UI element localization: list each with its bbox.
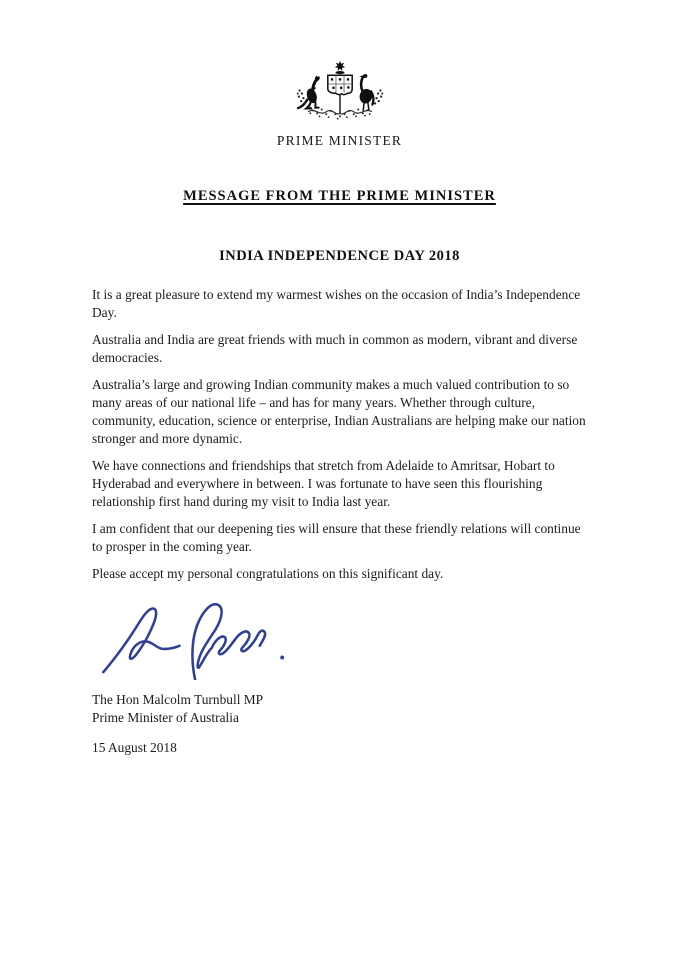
message-heading: MESSAGE FROM THE PRIME MINISTER: [183, 188, 496, 204]
letter-paragraph: It is a great pleasure to extend my warmest wishes on the occasion of India’s Independence Day.: [92, 287, 581, 320]
letter-date: 15 August 2018: [92, 740, 177, 755]
letter-body: [92, 286, 586, 583]
subject-heading: INDIA INDEPENDENCE DAY 2018: [219, 248, 460, 264]
signatory-name: The Hon Malcolm Turnbull MP: [92, 692, 264, 707]
emu-icon: [358, 74, 373, 110]
letter-paragraph: We have connections and friendships that stretch from Adelaide to Amritsar, Hobart to Hyderabad and everywhere in between. I was fortunate to have seen this flourishing relationship first hand during my visit to India last year.: [92, 458, 555, 509]
signoff-block: [92, 691, 586, 727]
letter-paragraph: Please accept my personal congratulations on this significant day.: [92, 566, 444, 581]
letter-paragraph: I am confident that our deepening ties will ensure that these friendly relations will continue to prosper in the coming year.: [92, 521, 581, 554]
signature-icon: [98, 592, 308, 680]
letter-paragraph: Australia and India are great friends with much in common as modern, vibrant and diverse democracies.: [92, 332, 578, 365]
letterhead: [0, 0, 679, 149]
letter-paragraph: Australia’s large and growing Indian community makes a much valued contribution to so many areas of our national life – and has for many years. Whether through culture, community, education, science or enterprise, Indian Australians are helping make our nation stronger and more dynamic.: [92, 377, 586, 446]
letter-main: [92, 286, 586, 756]
commonwealth-star-icon: [334, 61, 344, 74]
kangaroo-icon: [298, 75, 320, 108]
signatory-title: Prime Minister of Australia: [92, 710, 239, 725]
shield-icon: [327, 75, 351, 94]
letterhead-office-title: PRIME MINISTER: [276, 133, 403, 148]
australian-coat-of-arms-icon: [294, 60, 386, 124]
